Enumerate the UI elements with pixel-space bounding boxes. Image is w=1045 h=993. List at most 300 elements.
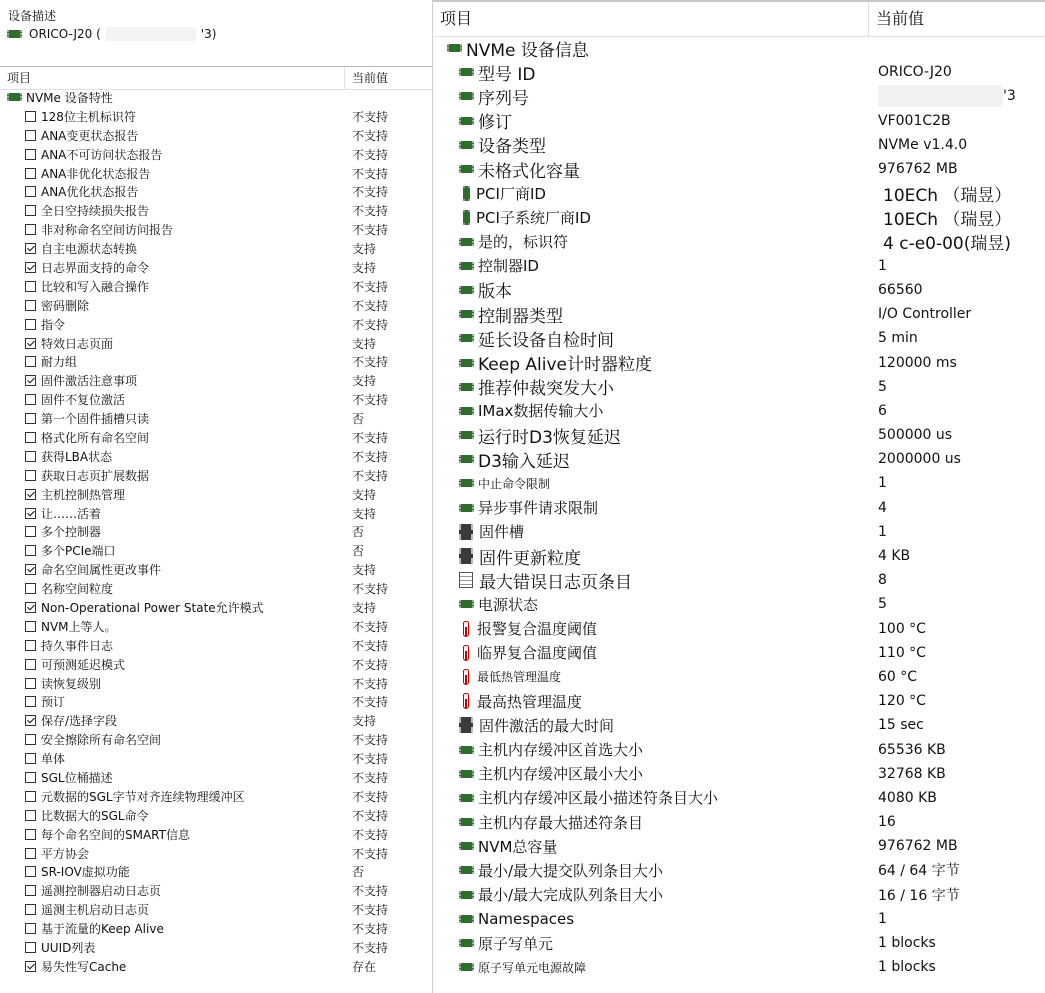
pci-device-icon bbox=[463, 210, 470, 225]
info-label: 最低热管理温度 bbox=[477, 670, 562, 685]
feature-value: 否 bbox=[352, 865, 365, 880]
feature-label: ANA优化状态报告 bbox=[41, 185, 139, 200]
checkbox-checked-icon bbox=[25, 338, 36, 349]
feature-value: 不支持 bbox=[352, 676, 389, 691]
table-row[interactable] bbox=[0, 296, 432, 315]
table-row[interactable] bbox=[433, 278, 1045, 302]
table-row[interactable] bbox=[0, 315, 432, 334]
table-row[interactable] bbox=[0, 806, 432, 825]
table-row[interactable] bbox=[0, 107, 432, 126]
table-row[interactable] bbox=[0, 693, 432, 712]
checkbox-unchecked-icon bbox=[25, 904, 36, 915]
checkbox-unchecked-icon bbox=[25, 583, 36, 594]
table-row[interactable] bbox=[433, 133, 1045, 157]
feature-label: 平方协会 bbox=[41, 846, 90, 861]
feature-label: 遥测主机启动日志页 bbox=[41, 903, 150, 918]
table-row[interactable] bbox=[0, 900, 432, 919]
feature-label: SR-IOV虚拟功能 bbox=[41, 865, 130, 880]
table-row[interactable] bbox=[433, 230, 1045, 254]
table-row[interactable] bbox=[0, 560, 432, 579]
feature-label: ANA非优化状态报告 bbox=[41, 166, 151, 181]
column-header-item[interactable]: 项目 bbox=[433, 2, 869, 36]
feature-label: 遥测控制器启动日志页 bbox=[41, 884, 162, 899]
checkbox-checked-icon bbox=[25, 564, 36, 575]
checkbox-checked-icon bbox=[25, 243, 36, 254]
info-group-label: NVMe 设备信息 bbox=[466, 40, 589, 61]
table-row[interactable] bbox=[433, 737, 1045, 761]
table-row[interactable] bbox=[433, 181, 1045, 205]
nvme-chip-icon bbox=[447, 44, 462, 52]
table-row[interactable] bbox=[0, 258, 432, 277]
column-header-item[interactable]: 项目 bbox=[0, 67, 345, 89]
table-row[interactable] bbox=[0, 277, 432, 296]
info-label: 异步事件请求限制 bbox=[478, 499, 599, 518]
features-table-header bbox=[0, 66, 432, 90]
info-list bbox=[433, 36, 1045, 979]
info-label: 中止命令限制 bbox=[478, 476, 551, 491]
info-label: PCI子系统厂商ID bbox=[476, 208, 591, 227]
table-row[interactable] bbox=[0, 201, 432, 220]
feature-value: 不支持 bbox=[352, 771, 389, 785]
checkbox-unchecked-icon bbox=[25, 111, 36, 122]
info-value: '3 bbox=[1003, 88, 1016, 105]
table-row[interactable] bbox=[0, 371, 432, 390]
table-row[interactable] bbox=[0, 938, 432, 957]
info-label: 主机内存缓冲区最小大小 bbox=[478, 765, 644, 784]
nvme-chip-icon bbox=[459, 939, 474, 947]
info-label: 电源状态 bbox=[478, 595, 539, 614]
table-row[interactable] bbox=[0, 220, 432, 239]
checkbox-checked-icon bbox=[25, 489, 36, 500]
features-list bbox=[0, 88, 432, 976]
feature-value: 不支持 bbox=[352, 166, 389, 181]
column-header-value[interactable]: 当前值 bbox=[352, 71, 389, 85]
table-row[interactable] bbox=[433, 568, 1045, 592]
feature-label: 每个命名空间的SMART信息 bbox=[41, 827, 190, 842]
nvme-chip-icon bbox=[459, 383, 474, 391]
feature-label: 持久事件日志 bbox=[41, 638, 114, 653]
table-row[interactable] bbox=[0, 655, 432, 674]
table-row[interactable] bbox=[0, 863, 432, 882]
feature-value: 不支持 bbox=[352, 147, 389, 162]
table-row[interactable] bbox=[0, 541, 432, 560]
redacted-serial bbox=[106, 27, 196, 41]
checkbox-unchecked-icon bbox=[25, 829, 36, 840]
info-value: 32768 KB bbox=[878, 765, 946, 782]
info-label: 固件激活的最大时间 bbox=[479, 716, 615, 735]
table-row[interactable] bbox=[0, 409, 432, 428]
info-value: 10ECh （瑞昱） bbox=[883, 209, 1012, 230]
feature-label: 易失性写Cache bbox=[41, 959, 127, 974]
feature-label: 指令 bbox=[41, 317, 66, 332]
feature-label: 格式化所有命名空间 bbox=[41, 430, 150, 445]
info-value: 120 °C bbox=[878, 693, 926, 710]
info-value: NVMe v1.4.0 bbox=[878, 136, 968, 153]
feature-label: 安全擦除所有命名空间 bbox=[41, 733, 162, 748]
feature-value: 不支持 bbox=[352, 298, 389, 313]
feature-value: 存在 bbox=[352, 959, 377, 974]
nvme-chip-icon bbox=[459, 866, 474, 874]
feature-value: 不支持 bbox=[352, 317, 389, 332]
info-label: 最小/最大完成队列条目大小 bbox=[478, 886, 664, 905]
nvme-chip-icon bbox=[7, 93, 22, 101]
table-row[interactable] bbox=[0, 126, 432, 145]
device-name-suffix: '3) bbox=[200, 27, 217, 41]
info-label: 是的，标识符 bbox=[478, 233, 569, 252]
feature-value: 支持 bbox=[352, 563, 377, 578]
table-row[interactable] bbox=[433, 762, 1045, 786]
table-row[interactable] bbox=[0, 825, 432, 844]
checkbox-checked-icon bbox=[25, 602, 36, 613]
table-row[interactable] bbox=[433, 84, 1045, 108]
table-row[interactable] bbox=[433, 786, 1045, 810]
table-row[interactable] bbox=[433, 157, 1045, 181]
device-description-title: 设备描述 bbox=[8, 9, 57, 23]
feature-label: 全日空持续损失报告 bbox=[41, 204, 150, 219]
info-group-row[interactable] bbox=[433, 36, 1045, 60]
thermometer-icon bbox=[463, 621, 469, 637]
info-label: D3输入延迟 bbox=[478, 451, 570, 472]
nvme-chip-icon bbox=[459, 746, 474, 754]
checkbox-unchecked-icon bbox=[25, 753, 36, 764]
info-value: 5 min bbox=[878, 330, 918, 347]
table-row[interactable] bbox=[433, 375, 1045, 399]
table-row[interactable] bbox=[433, 520, 1045, 544]
info-label: 延长设备自检时间 bbox=[478, 330, 614, 351]
device-info-pane bbox=[432, 0, 1045, 993]
table-row[interactable] bbox=[433, 592, 1045, 616]
info-value: 1 blocks bbox=[878, 959, 936, 976]
table-row[interactable] bbox=[433, 907, 1045, 931]
table-row[interactable] bbox=[433, 689, 1045, 713]
feature-label: 固件激活注意事项 bbox=[41, 374, 138, 389]
table-row[interactable] bbox=[433, 858, 1045, 882]
table-row[interactable] bbox=[0, 428, 432, 447]
redacted-serial bbox=[878, 85, 1003, 107]
memory-module-icon bbox=[459, 548, 473, 564]
feature-label: 名称空间粒度 bbox=[41, 582, 114, 597]
nvme-chip-icon bbox=[459, 262, 474, 270]
feature-value: 不支持 bbox=[352, 109, 389, 124]
table-row[interactable] bbox=[0, 579, 432, 598]
feature-value: 不支持 bbox=[352, 619, 389, 634]
table-row[interactable] bbox=[0, 239, 432, 258]
table-row[interactable] bbox=[0, 919, 432, 938]
table-row[interactable] bbox=[0, 504, 432, 523]
memory-module-icon bbox=[459, 717, 473, 733]
table-row[interactable] bbox=[433, 883, 1045, 907]
info-value: 16 bbox=[878, 814, 896, 831]
checkbox-unchecked-icon bbox=[25, 734, 36, 745]
checkbox-checked-icon bbox=[25, 262, 36, 273]
feature-label: 多个控制器 bbox=[41, 525, 102, 540]
info-label: 控制器类型 bbox=[478, 306, 563, 327]
feature-value: 不支持 bbox=[352, 846, 389, 861]
table-row[interactable] bbox=[433, 399, 1045, 423]
checkbox-unchecked-icon bbox=[25, 319, 36, 330]
nvme-chip-icon bbox=[459, 455, 474, 463]
table-row[interactable] bbox=[433, 60, 1045, 84]
info-value: 66560 bbox=[878, 281, 923, 298]
info-value: 60 °C bbox=[878, 668, 918, 685]
feature-value: 否 bbox=[352, 544, 365, 559]
nvme-chip-icon bbox=[459, 479, 474, 487]
checkbox-unchecked-icon bbox=[25, 696, 36, 707]
table-row[interactable] bbox=[433, 641, 1045, 665]
table-row[interactable] bbox=[433, 955, 1045, 979]
info-value: 976762 MB bbox=[878, 161, 958, 178]
checkbox-unchecked-icon bbox=[25, 451, 36, 462]
table-row[interactable] bbox=[433, 810, 1045, 834]
info-value: 16 / 16 字节 bbox=[878, 887, 960, 904]
feature-value: 不支持 bbox=[352, 733, 389, 748]
feature-label: 读恢复级别 bbox=[41, 676, 102, 691]
table-row[interactable] bbox=[0, 787, 432, 806]
table-row[interactable] bbox=[433, 326, 1045, 350]
checkbox-unchecked-icon bbox=[25, 621, 36, 632]
table-row[interactable] bbox=[0, 711, 432, 730]
table-row[interactable] bbox=[0, 352, 432, 371]
feature-value: 不支持 bbox=[352, 752, 389, 767]
feature-label: 日志界面支持的命令 bbox=[41, 260, 150, 275]
feature-label: 耐力组 bbox=[41, 355, 78, 370]
nvme-chip-icon bbox=[459, 68, 474, 76]
table-row[interactable] bbox=[433, 423, 1045, 447]
feature-label: 预订 bbox=[41, 695, 66, 710]
feature-label: 比较和写入融合操作 bbox=[41, 279, 150, 294]
feature-label: 基于流量的Keep Alive bbox=[41, 922, 164, 937]
table-row[interactable] bbox=[0, 447, 432, 466]
table-row[interactable] bbox=[433, 471, 1045, 495]
nvme-chip-icon bbox=[7, 30, 22, 38]
checkbox-unchecked-icon bbox=[25, 356, 36, 367]
feature-label: 获得LBA状态 bbox=[41, 449, 113, 464]
info-label: 控制器ID bbox=[478, 257, 539, 276]
device-name-prefix: ORICO-J20 ( bbox=[29, 27, 101, 41]
info-value: 110 °C bbox=[878, 644, 926, 661]
info-value: 976762 MB bbox=[878, 838, 958, 855]
feature-label: 让……活着 bbox=[41, 506, 102, 521]
device-features-pane bbox=[0, 0, 432, 993]
table-row[interactable] bbox=[0, 844, 432, 863]
nvme-chip-icon bbox=[459, 770, 474, 778]
feature-label: 第一个固件插槽只读 bbox=[41, 412, 150, 427]
checkbox-unchecked-icon bbox=[25, 640, 36, 651]
device-description-value[interactable] bbox=[7, 27, 216, 41]
feature-value: 支持 bbox=[352, 506, 377, 521]
table-row[interactable] bbox=[433, 713, 1045, 737]
error-log-icon bbox=[459, 572, 473, 588]
table-row[interactable] bbox=[0, 182, 432, 201]
info-value: VF001C2B bbox=[878, 112, 951, 129]
table-row[interactable] bbox=[0, 390, 432, 409]
feature-label: NVM上等人。 bbox=[41, 619, 117, 634]
table-row[interactable] bbox=[0, 617, 432, 636]
feature-label: 自主电源状态转换 bbox=[41, 242, 138, 257]
table-row[interactable] bbox=[433, 496, 1045, 520]
info-label: 运行时D3恢复延迟 bbox=[478, 427, 621, 448]
nvme-chip-icon bbox=[459, 117, 474, 125]
info-label: 报警复合温度阈值 bbox=[477, 620, 598, 639]
checkbox-unchecked-icon bbox=[25, 659, 36, 670]
table-row[interactable] bbox=[433, 254, 1045, 278]
feature-value: 不支持 bbox=[352, 449, 389, 464]
column-header-value[interactable]: 当前值 bbox=[876, 9, 925, 28]
checkbox-checked-icon bbox=[25, 375, 36, 386]
nvme-chip-icon bbox=[459, 165, 474, 173]
feature-label: 可预测延迟模式 bbox=[41, 657, 126, 672]
checkbox-unchecked-icon bbox=[25, 810, 36, 821]
feature-value: 否 bbox=[352, 412, 365, 427]
table-row[interactable] bbox=[0, 466, 432, 485]
checkbox-unchecked-icon bbox=[25, 470, 36, 481]
info-value: 5 bbox=[878, 378, 887, 395]
checkbox-unchecked-icon bbox=[25, 149, 36, 160]
feature-value: 不支持 bbox=[352, 827, 389, 842]
checkbox-unchecked-icon bbox=[25, 866, 36, 877]
info-value: 6 bbox=[878, 402, 887, 419]
features-group-row[interactable] bbox=[0, 88, 432, 107]
feature-value: 不支持 bbox=[352, 922, 389, 937]
feature-label: 保存/选择字段 bbox=[41, 714, 118, 729]
nvme-chip-icon bbox=[459, 359, 474, 367]
feature-value: 支持 bbox=[352, 600, 377, 615]
nvme-chip-icon bbox=[459, 334, 474, 342]
table-row[interactable] bbox=[0, 522, 432, 541]
nvme-chip-icon bbox=[459, 310, 474, 318]
info-label: PCI厂商ID bbox=[476, 184, 546, 203]
features-group-label: NVMe 设备特性 bbox=[26, 90, 113, 105]
nvme-chip-icon bbox=[459, 431, 474, 439]
table-row[interactable] bbox=[433, 109, 1045, 133]
info-value: 5 bbox=[878, 596, 887, 613]
checkbox-unchecked-icon bbox=[25, 432, 36, 443]
info-value: 10ECh （瑞昱） bbox=[883, 185, 1012, 206]
table-row[interactable] bbox=[433, 205, 1045, 229]
info-label: 设备类型 bbox=[478, 137, 546, 158]
info-value: 4 KB bbox=[878, 548, 911, 565]
feature-value: 支持 bbox=[352, 374, 377, 389]
feature-value: 不支持 bbox=[352, 657, 389, 672]
checkbox-unchecked-icon bbox=[25, 545, 36, 556]
feature-value: 不支持 bbox=[352, 128, 389, 143]
info-label: 原子写单元 bbox=[478, 934, 554, 953]
table-row[interactable] bbox=[433, 617, 1045, 641]
table-row[interactable] bbox=[433, 350, 1045, 374]
feature-value: 支持 bbox=[352, 242, 377, 257]
checkbox-unchecked-icon bbox=[25, 394, 36, 405]
feature-value: 支持 bbox=[352, 260, 377, 275]
info-value: 100 °C bbox=[878, 620, 926, 637]
table-row[interactable] bbox=[0, 730, 432, 749]
feature-value: 不支持 bbox=[352, 638, 389, 653]
checkbox-unchecked-icon bbox=[25, 168, 36, 179]
feature-label: 命名空间属性更改事件 bbox=[41, 563, 162, 578]
table-row[interactable] bbox=[433, 665, 1045, 689]
table-row[interactable] bbox=[0, 674, 432, 693]
checkbox-unchecked-icon bbox=[25, 130, 36, 141]
nvme-chip-icon bbox=[459, 600, 474, 608]
info-label: 序列号 bbox=[478, 88, 529, 109]
table-row[interactable] bbox=[0, 881, 432, 900]
feature-value: 不支持 bbox=[352, 430, 389, 445]
info-value: 65536 KB bbox=[878, 741, 946, 758]
table-row[interactable] bbox=[0, 598, 432, 617]
info-label: 固件槽 bbox=[479, 523, 525, 542]
nvme-chip-icon bbox=[459, 963, 474, 971]
feature-value: 不支持 bbox=[352, 789, 389, 804]
info-value: 1 bbox=[878, 523, 887, 540]
feature-label: ANA变更状态报告 bbox=[41, 128, 139, 143]
feature-label: 主机控制热管理 bbox=[41, 487, 126, 502]
table-row[interactable] bbox=[0, 164, 432, 183]
nvme-chip-icon bbox=[459, 842, 474, 850]
table-row[interactable] bbox=[433, 931, 1045, 955]
table-row[interactable] bbox=[433, 544, 1045, 568]
checkbox-unchecked-icon bbox=[25, 848, 36, 859]
checkbox-unchecked-icon bbox=[25, 224, 36, 235]
nvme-chip-icon bbox=[459, 407, 474, 415]
nvme-chip-icon bbox=[459, 915, 474, 923]
info-value: 1 bbox=[878, 475, 887, 492]
info-value: ORICO-J20 bbox=[878, 64, 952, 81]
feature-label: Non-Operational Power State允许模式 bbox=[41, 600, 264, 615]
table-row[interactable] bbox=[0, 957, 432, 976]
feature-label: 比数据大的SGL命令 bbox=[41, 808, 149, 823]
info-label: 推荐仲裁突发大小 bbox=[478, 379, 614, 400]
feature-label: ANA不可访问状态报告 bbox=[41, 147, 163, 162]
checkbox-checked-icon bbox=[25, 715, 36, 726]
checkbox-unchecked-icon bbox=[25, 772, 36, 783]
feature-value: 支持 bbox=[352, 714, 377, 729]
feature-label: 非对称命名空间访问报告 bbox=[41, 223, 174, 238]
info-value: 15 sec bbox=[878, 717, 924, 734]
table-row[interactable] bbox=[433, 302, 1045, 326]
feature-value: 不支持 bbox=[352, 355, 389, 370]
table-row[interactable] bbox=[433, 834, 1045, 858]
feature-label: 特效日志页面 bbox=[41, 336, 114, 351]
checkbox-unchecked-icon bbox=[25, 526, 36, 537]
feature-value: 不支持 bbox=[352, 279, 389, 294]
nvme-chip-icon bbox=[459, 794, 474, 802]
checkbox-checked-icon bbox=[25, 961, 36, 972]
checkbox-unchecked-icon bbox=[25, 205, 36, 216]
info-label: 主机内存最大描述符条目 bbox=[478, 813, 644, 832]
table-row[interactable] bbox=[0, 768, 432, 787]
memory-module-icon bbox=[459, 524, 473, 540]
feature-label: 多个PCIe端口 bbox=[41, 544, 116, 559]
info-label: 未格式化容量 bbox=[478, 161, 580, 182]
info-value: 4080 KB bbox=[878, 789, 937, 806]
table-row[interactable] bbox=[0, 334, 432, 353]
checkbox-unchecked-icon bbox=[25, 281, 36, 292]
table-row[interactable] bbox=[0, 636, 432, 655]
checkbox-unchecked-icon bbox=[25, 923, 36, 934]
feature-value: 不支持 bbox=[352, 468, 389, 483]
info-label: 固件更新粒度 bbox=[479, 548, 581, 569]
info-value: I/O Controller bbox=[878, 306, 972, 323]
table-row[interactable] bbox=[0, 485, 432, 504]
table-row[interactable] bbox=[0, 145, 432, 164]
checkbox-unchecked-icon bbox=[25, 300, 36, 311]
table-row[interactable] bbox=[433, 447, 1045, 471]
table-row[interactable] bbox=[0, 749, 432, 768]
feature-label: SGL位桶描述 bbox=[41, 771, 113, 785]
info-value: 500000 us bbox=[878, 427, 953, 444]
feature-value: 不支持 bbox=[352, 695, 389, 710]
checkbox-unchecked-icon bbox=[25, 186, 36, 197]
info-value: 2000000 us bbox=[878, 451, 961, 468]
